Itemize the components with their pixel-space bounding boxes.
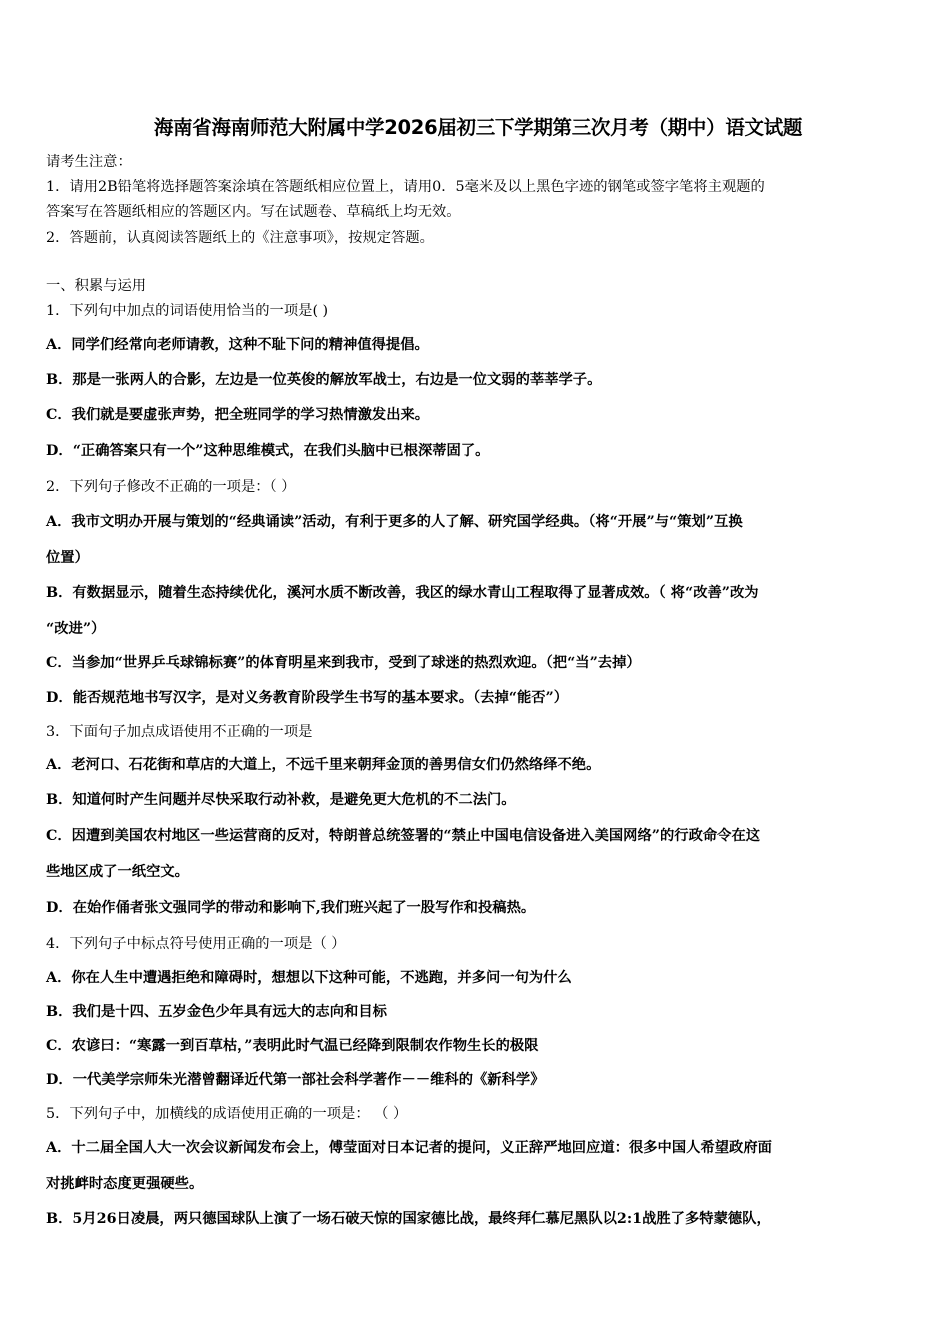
question-2-option-d: D．能否规范地书写汉字，是对义务教育阶段学生书写的基本要求。（去掉“能否”） (46, 690, 569, 706)
question-3-option-c-cont: 些地区成了一纸空文。 (46, 864, 189, 880)
section-heading: 一、积累与运用 (46, 278, 147, 294)
question-1-option-b: B．那是一张两人的合影，左边是一位英俊的解放军战士，右边是一位文弱的莘莘学子。 (46, 372, 602, 388)
question-3-stem: 3．下面句子加点成语使用不正确的一项是 (46, 724, 313, 740)
notice-heading: 请考生注意： (46, 154, 132, 170)
question-5-option-a: A．十二届全国人大一次会议新闻发布会上，傅莹面对日本记者的提问，义正辞严地回应道：很多中国人希望政府面 (46, 1140, 772, 1156)
question-3-option-a: A．老河口、石花街和草店的大道上，不远千里来朝拜金顶的善男信女们仍然络绎不绝。 (46, 757, 601, 773)
question-4-option-d: D．一代美学宗师朱光潜曾翻译近代第一部社会科学著作－－维科的《新科学》 (46, 1072, 545, 1088)
question-2-stem: 2．下列句子修改不正确的一项是：（ ） (46, 479, 296, 495)
question-4-stem: 4．下列句子中标点符号使用正确的一项是（ ） (46, 936, 346, 952)
notice-item-1-cont: 答案写在答题纸相应的答题区内。写在试题卷、草稿纸上均无效。 (46, 204, 461, 220)
question-2-option-b-cont: “改进”） (46, 621, 106, 637)
question-5-option-b: B．5月26日凌晨，两只德国球队上演了一场石破天惊的国家德比战，最终拜仁慕尼黑队以2:1战胜了多特蒙德队， (46, 1211, 771, 1227)
question-2-option-b: B．有数据显示，随着生态持续优化，溪河水质不断改善，我区的绿水青山工程取得了显著成效。（ 将“改善”改为 (46, 585, 759, 601)
question-5-option-a-cont: 对挑衅时态度更强硬些。 (46, 1176, 204, 1192)
question-5-stem: 5．下列句子中，加横线的成语使用正确的一项是： （ ） (46, 1106, 408, 1122)
question-3-option-c: C．因遭到美国农村地区一些运营商的反对，特朗普总统签署的“禁止中国电信设备进入美国网络”的行政命令在这 (46, 828, 761, 844)
question-3-option-d: D．在始作俑者张文强同学的带动和影响下,我们班兴起了一股写作和投稿热。 (46, 900, 536, 916)
question-4-option-b: B．我们是十四、五岁金色少年具有远大的志向和目标 (46, 1004, 387, 1020)
question-4-option-c: C．农谚曰：“寒露一到百草枯，”表明此时气温已经降到限制农作物生长的极限 (46, 1038, 539, 1054)
page-title: 海南省海南师范大附属中学2026届初三下学期第三次月考（期中）语文试题 (153, 116, 803, 139)
question-1-option-c: C．我们就是要虚张声势，把全班同学的学习热情激发出来。 (46, 407, 430, 423)
question-3-option-b: B．知道何时产生问题并尽快采取行动补救，是避免更大危机的不二法门。 (46, 792, 516, 808)
notice-item-1: 1．请用2B铅笔将选择题答案涂填在答题纸相应位置上，请用0．5毫米及以上黑色字迹的钢笔或签字笔将主观题的 (46, 179, 765, 195)
question-4-option-a: A．你在人生中遭遇拒绝和障碍时，想想以下这种可能，不逃跑，并多问一句为什么 (46, 970, 572, 986)
question-2-option-a-cont: 位置） (46, 550, 89, 566)
question-1-option-a: A．同学们经常向老师请教，这种不耻下问的精神值得提倡。 (46, 337, 429, 353)
question-2-option-c: C．当参加“世界乒乓球锦标赛”的体育明星来到我市，受到了球迷的热烈欢迎。（把“当”去掉） (46, 655, 641, 671)
notice-item-2: 2．答题前，认真阅读答题纸上的《注意事项》，按规定答题。 (46, 230, 434, 246)
question-1-stem: 1．下列句中加点的词语使用恰当的一项是( ) (46, 303, 329, 319)
question-2-option-a: A．我市文明办开展与策划的“经典诵读”活动，有利于更多的人了解、研究国学经典。（将“开展”与“策划”互换 (46, 514, 743, 530)
question-1-option-d: D．“正确答案只有一个”这种思维模式，在我们头脑中已根深蒂固了。 (46, 443, 490, 459)
